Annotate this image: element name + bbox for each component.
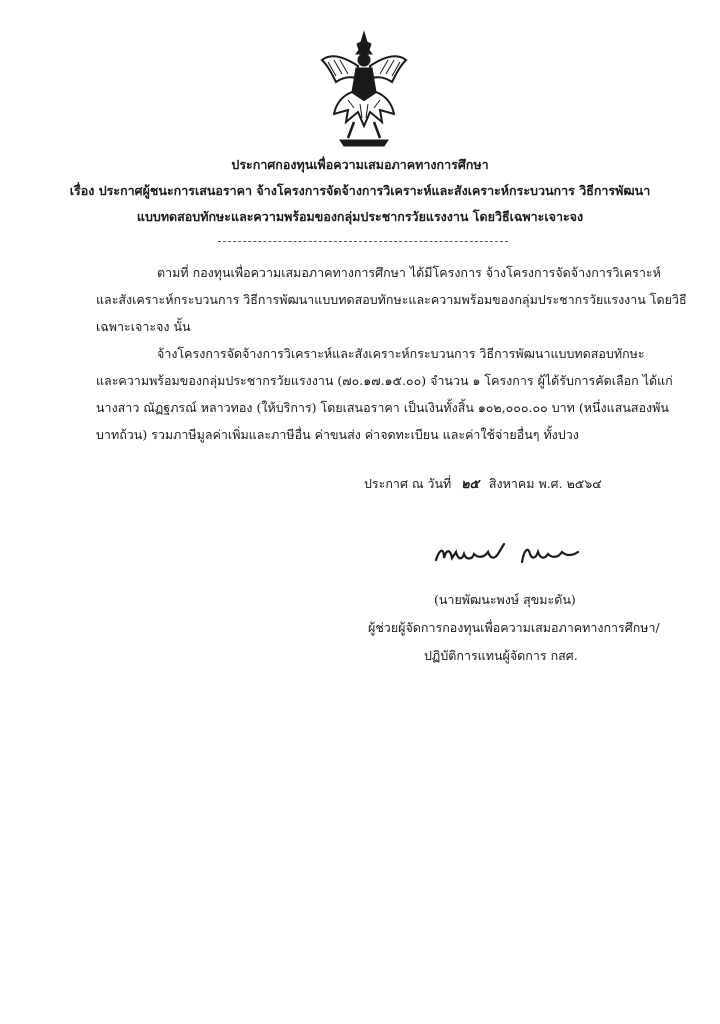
- para2-line-1: จ้างโครงการจัดจ้างการวิเคราะห์และสังเคราะห์กระบวนการ วิธีการพัฒนาแบบทดสอบทักษะ: [157, 346, 645, 361]
- signer-name: (นายพัฒนะพงษ์ สุขมะดัน): [434, 592, 576, 607]
- para2-line-2: และความพร้อมของกลุ่มประชากรวัยแรงงาน (๗๐.๑๗.๑๕.๐๐) จำนวน ๑ โครงการ ผู้ได้รับการคัดเลือก ได้แก่: [96, 373, 673, 388]
- para1-line-3: เฉพาะเจาะจง นั้น: [96, 319, 191, 334]
- subject-line-2: แบบทดสอบทักษะและความพร้อมของกลุ่มประชากรวัยแรงงาน โดยวิธีเฉพาะเจาะจง: [136, 209, 584, 224]
- para2-line-3: นางสาว ณัฏฐภรณ์ หลาวทอง (ให้บริการ) โดยเสนอราคา เป็นเงินทั้งสิ้น ๑๐๒,๐๐๐.๐๐ บาท (หนึ่งแสนสองพัน: [96, 400, 669, 415]
- garuda-emblem: [318, 30, 410, 148]
- date-prefix: ประกาศ ณ วันที่: [364, 476, 452, 491]
- para2-line-4: บาทถ้วน) รวมภาษีมูลค่าเพิ่มและภาษีอื่น ค่าขนส่ง ค่าจดทะเบียน และค่าใช้จ่ายอื่นๆ ทั้งปวง: [96, 427, 579, 442]
- date-month-year: สิงหาคม พ.ศ. ๒๕๖๔: [488, 476, 602, 491]
- handwritten-day: ๒๕: [461, 476, 479, 491]
- handwritten-signature: [432, 540, 582, 568]
- divider: [218, 241, 508, 242]
- document-title: ประกาศกองทุนเพื่อความเสมอภาคทางการศึกษา: [231, 157, 489, 172]
- signer-position-1: ผู้ช่วยผู้จัดการกองทุนเพื่อความเสมอภาคทางการศึกษา/: [368, 620, 660, 635]
- signer-position-2: ปฏิบัติการแทนผู้จัดการ กสศ.: [424, 648, 578, 663]
- announcement-date: [364, 476, 602, 492]
- para1-line-2: และสังเคราะห์กระบวนการ วิธีการพัฒนาแบบทดสอบทักษะและความพร้อมของกลุ่มประชากรวัยแรงงาน โดยวิธี: [96, 292, 687, 307]
- subject-line-1: เรื่อง ประกาศผู้ชนะการเสนอราคา จ้างโครงการจัดจ้างการวิเคราะห์และสังเคราะห์กระบวนการ วิธีการพัฒนา: [69, 183, 651, 198]
- para1-line-1: ตามที่ กองทุนเพื่อความเสมอภาคทางการศึกษา ได้มีโครงการ จ้างโครงการจัดจ้างการวิเคราะห์: [157, 265, 661, 280]
